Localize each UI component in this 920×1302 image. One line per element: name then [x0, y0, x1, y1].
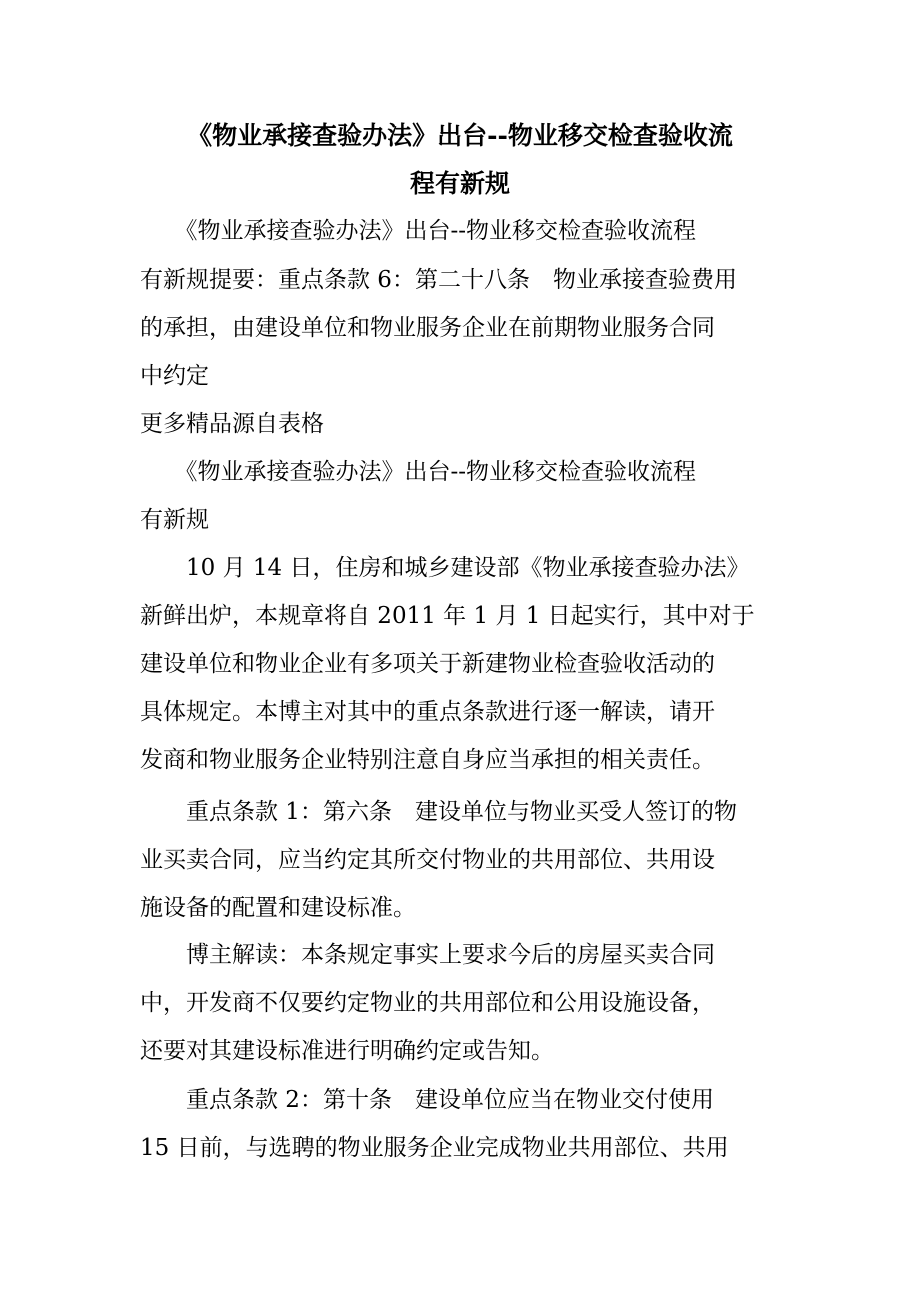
- body-line-1: 《物业承接查验办法》出台--物业移交检查验收流程: [140, 218, 697, 244]
- body-line-13: 重点条款 1：第六条 建设单位与物业买受人签订的物: [140, 799, 737, 825]
- body-line-2: 有新规提要：重点条款 6：第二十八条 物业承接查验费用: [140, 267, 737, 293]
- title-line-1: 《物业承接查验办法》出台--物业移交检查验收流: [187, 121, 733, 150]
- body-line-15: 施设备的配置和建设标准。: [140, 895, 416, 921]
- body-line-20: 15 日前，与选聘的物业服务企业完成物业共用部位、共用: [140, 1135, 729, 1161]
- body-line-5: 更多精品源自表格: [140, 411, 324, 437]
- body-line-18: 还要对其建设标准进行明确约定或告知。: [140, 1038, 554, 1064]
- body-line-16: 博主解读：本条规定事实上要求今后的房屋买卖合同: [140, 942, 715, 968]
- body-line-11: 具体规定。本博主对其中的重点条款进行逐一解读，请开: [140, 699, 715, 725]
- body-line-10: 建设单位和物业企业有多项关于新建物业检查验收活动的: [140, 651, 715, 677]
- document-title: [140, 112, 780, 208]
- body-line-9: 新鲜出炉，本规章将自 2011 年 1 月 1 日起实行，其中对于: [140, 603, 755, 629]
- body-line-14: 业买卖合同，应当约定其所交付物业的共用部位、共用设: [140, 847, 715, 873]
- body-line-17: 中，开发商不仅要约定物业的共用部位和公用设施设备，: [140, 990, 715, 1016]
- body-line-4: 中约定: [140, 363, 209, 389]
- body-line-7: 有新规: [140, 507, 209, 533]
- body-line-6: 《物业承接查验办法》出台--物业移交检查验收流程: [140, 459, 697, 485]
- body-line-12: 发商和物业服务企业特别注意自身应当承担的相关责任。: [140, 747, 715, 773]
- body-line-8: 10 月 14 日，住房和城乡建设部《物业承接查验办法》: [140, 555, 750, 581]
- body-line-3: 的承担，由建设单位和物业服务企业在前期物业服务合同: [140, 315, 715, 341]
- title-line-2: 程有新规: [409, 169, 510, 198]
- body-line-19: 重点条款 2：第十条 建设单位应当在物业交付使用: [140, 1087, 714, 1113]
